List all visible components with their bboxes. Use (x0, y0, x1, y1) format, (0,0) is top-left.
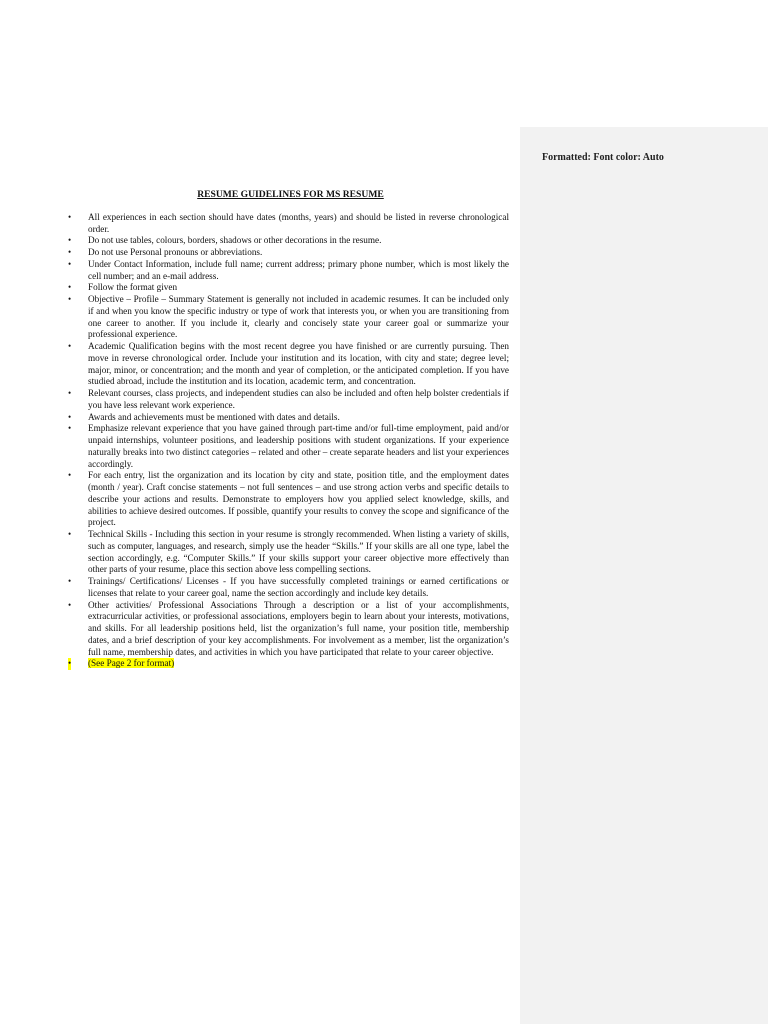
document-body (64, 189, 509, 670)
bullet-icon: • (68, 258, 72, 269)
guideline-text: For each entry, list the organization and its location by city and state, position title, and the employment dates (month / year). Craft concise statements – not full sentences – and use strong action verbs and specific details to describe your actions and results. Demonstrate to employers how you applied select knowledge, skills, and abilities to achieve desired outcomes. If possible, quantify your results to convey the scope and significance of the project. (88, 470, 509, 528)
bullet-icon: • (68, 211, 72, 222)
guidelines-list (64, 212, 509, 670)
comment-pane (520, 127, 768, 1024)
guideline-item (64, 600, 509, 659)
guideline-text: Do not use tables, colours, borders, shadows or other decorations in the resume. (88, 235, 382, 246)
guideline-text: Trainings/ Certifications/ Licenses - If you have successfully completed trainings or earned certifications or licenses that relate to your career goal, name the section accordingly and include key details. (88, 576, 509, 598)
guideline-item (64, 259, 509, 283)
guideline-text: Do not use Personal pronouns or abbreviations. (88, 247, 263, 257)
guideline-text: Academic Qualification begins with the most recent degree you have finished or are currently pursuing. Then move in reverse chronological order. Include your institution and its location, with city and state; degree level; major, minor, or concentration; and the month and year of completion, or the anticipated completion. If you have studied abroad, include the institution and its location, academic term, and concentration. (88, 341, 509, 387)
guideline-item (64, 658, 509, 670)
guideline-item (64, 388, 509, 412)
guideline-text: Emphasize relevant experience that you have gained through part-time and/or full-time employment, paid and/or unpaid internships, volunteer positions, and leadership positions with student organizations. If your experience naturally breaks into two distinct categories – related and other – create separate headers and list your experiences accordingly. (88, 423, 509, 469)
bullet-icon: • (68, 470, 72, 481)
bullet-icon: • (68, 658, 72, 669)
bullet-icon: • (68, 423, 72, 434)
bullet-icon: • (68, 599, 72, 610)
guideline-item (64, 423, 509, 470)
guideline-text: (See Page 2 for format) (88, 658, 175, 669)
bullet-icon: • (68, 529, 72, 539)
bullet-icon: • (68, 282, 72, 293)
comment-pane-header: Formatted: Font color: Auto (542, 152, 664, 163)
guideline-item (64, 294, 509, 341)
guideline-item (64, 282, 509, 294)
bullet-icon: • (68, 247, 72, 257)
bullet-icon: • (68, 294, 72, 304)
guideline-item (64, 576, 509, 600)
guideline-text: Awards and achievements must be mentioned with dates and details. (88, 411, 340, 422)
guideline-text: All experiences in each section should have dates (months, years) and should be listed in reverse chronological order. (88, 211, 509, 234)
bullet-icon: • (68, 576, 72, 586)
guideline-text: Objective – Profile – Summary Statement is generally not included in academic resumes. It can be included only if and when you know the specific industry or type of work that interests you, or when you are transitioning from one career to another. If you include it, clearly and concisely state your career goal or summarize your professional experience. (88, 294, 509, 340)
bullet-icon: • (68, 341, 72, 351)
guideline-item (64, 212, 509, 236)
bullet-icon: • (68, 235, 72, 246)
guideline-text: Relevant courses, class projects, and independent studies can also be included and often help bolster credentials if you have less relevant work experience. (88, 388, 509, 410)
bullet-icon: • (68, 388, 72, 398)
guideline-text: Technical Skills - Including this section in your resume is strongly recommended. When listing a variety of skills, such as computer, languages, and research, simply use the header “Skills.” If your skills are all one type, label the section accordingly, e.g. “Computer Skills.” If your skills support your career objective more effectively than other parts of your resume, place this section above less compelling sections. (88, 529, 509, 575)
guideline-item (64, 412, 509, 424)
guideline-item (64, 470, 509, 529)
guideline-item (64, 235, 509, 247)
document-title: RESUME GUIDELINES FOR MS RESUME (197, 189, 384, 200)
guideline-text: Under Contact Information, include full name; current address; primary phone number, which is most likely the cell number; and an e-mail address. (88, 258, 509, 281)
bullet-icon: • (68, 411, 72, 422)
guideline-item (64, 529, 509, 576)
guideline-text: Other activities/ Professional Associations Through a description or a list of your accomplishments, extracurricular activities, or professional associations, employers begin to learn about your interests, motivations, and skills. For all leadership positions held, list the organization’s full name, your position title, membership dates, and a brief description of your key accomplishments. For involvement as a member, list the organization’s full name, membership dates, and activities in which you have participated that relate to your career objective. (88, 599, 509, 657)
guideline-item (64, 341, 509, 388)
guideline-item (64, 247, 509, 259)
guideline-text: Follow the format given (88, 282, 178, 293)
